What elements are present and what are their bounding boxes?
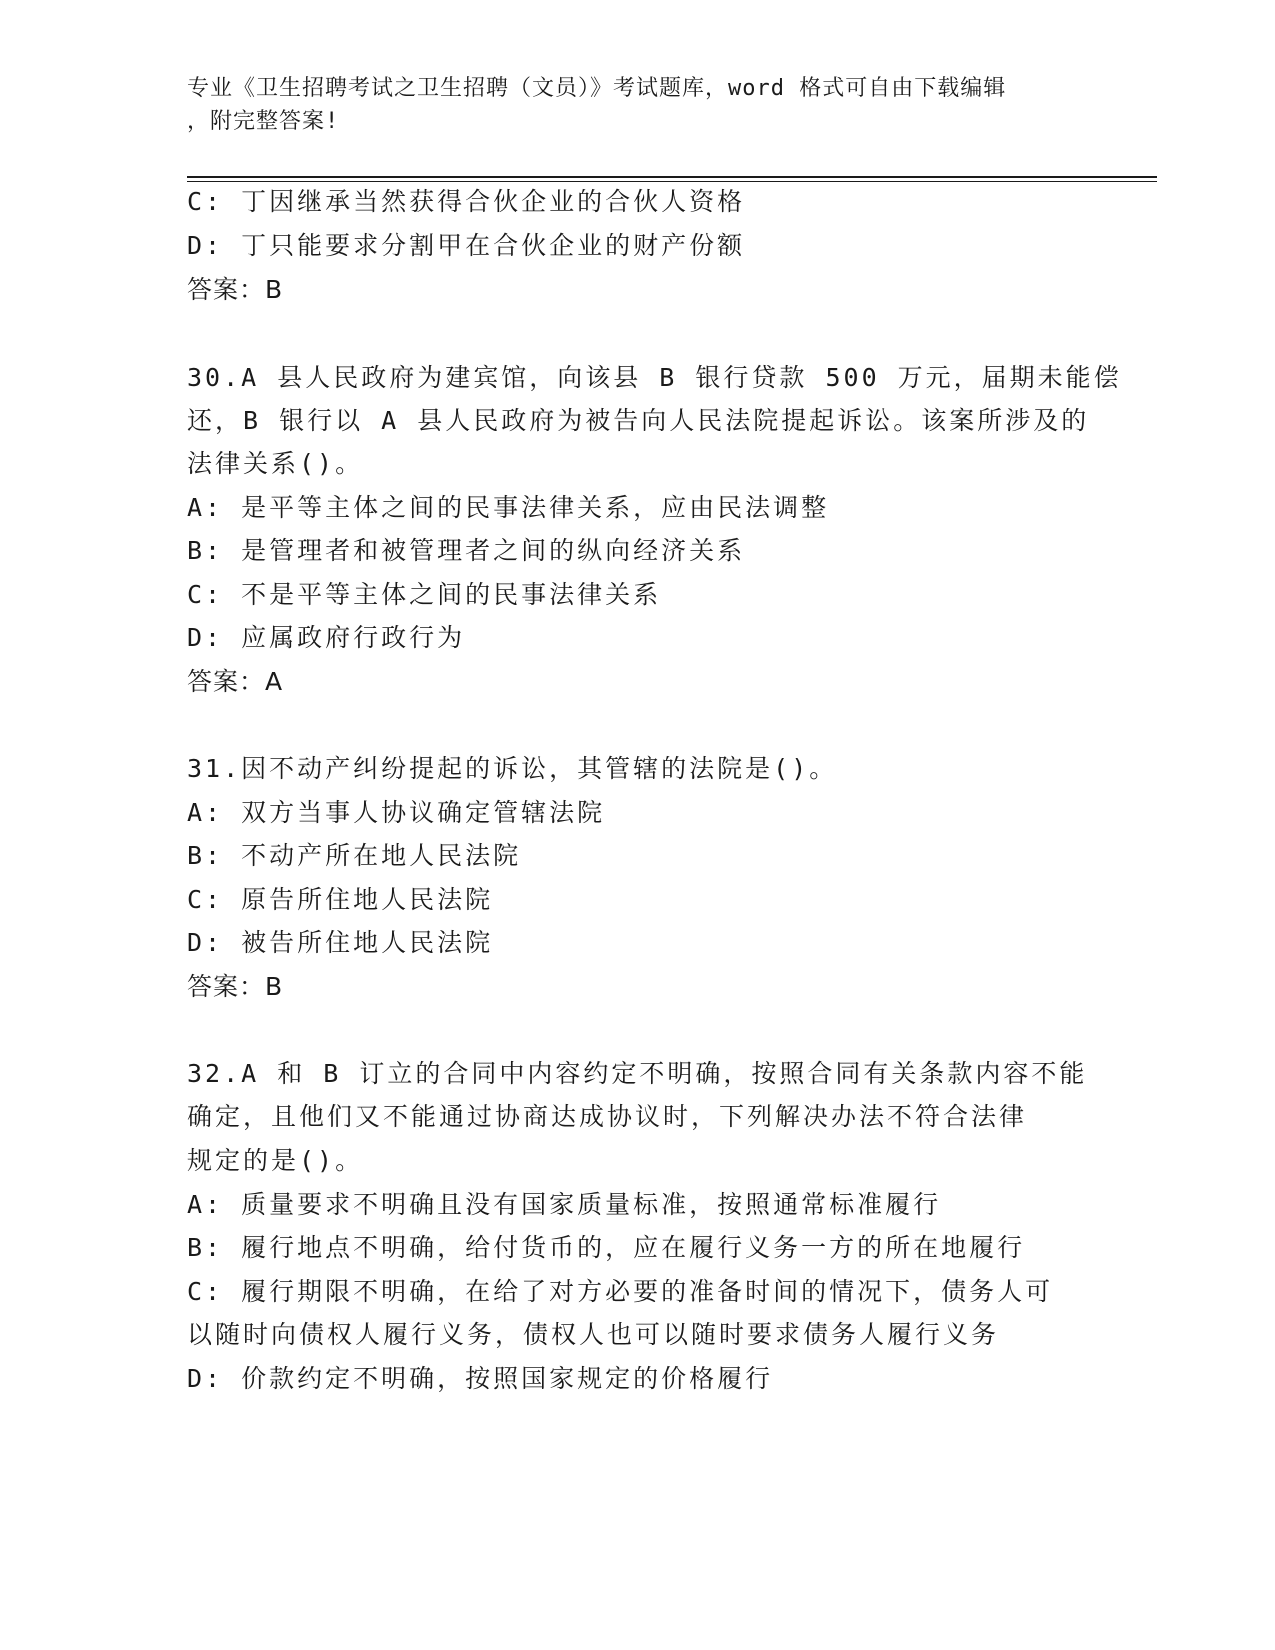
header-divider (187, 176, 1157, 182)
q31-stem-line-1: 31.因不动产纠纷提起的诉讼，其管辖的法院是()。 (187, 754, 838, 783)
q31-answer: 答案：B (187, 972, 284, 1001)
q32-option-d: D: 价款约定不明确，按照国家规定的价格履行 (187, 1364, 774, 1393)
q29-answer: 答案：B (187, 275, 284, 304)
q32-option-c-line-2: 以随时向债权人履行义务，债权人也可以随时要求债务人履行义务 (187, 1320, 1000, 1349)
q31-option-d: D: 被告所住地人民法院 (187, 928, 494, 957)
header-line-2: ，附完整答案! (187, 109, 340, 134)
q29-option-d: D: 丁只能要求分割甲在合伙企业的财产份额 (187, 231, 746, 260)
document-page (187, 0, 1157, 1650)
q31-option-a: A: 双方当事人协议确定管辖法院 (187, 798, 606, 827)
q30-option-c: C: 不是平等主体之间的民事法律关系 (187, 580, 662, 609)
q30-stem-line-1: 30.A 县人民政府为建宾馆，向该县 B 银行贷款 500 万元，届期未能偿 (187, 363, 1122, 392)
q32-option-c-line-1: C: 履行期限不明确，在给了对方必要的准备时间的情况下，债务人可 (187, 1277, 1054, 1306)
q32-option-a: A: 质量要求不明确且没有国家质量标准，按照通常标准履行 (187, 1190, 942, 1219)
header-line-1: 专业《卫生招聘考试之卫生招聘（文员）》考试题库，word 格式可自由下载编辑 (187, 76, 1007, 101)
q30-option-a: A: 是平等主体之间的民事法律关系，应由民法调整 (187, 493, 830, 522)
q30-stem-line-2: 还，B 银行以 A 县人民政府为被告向人民法院提起诉讼。该案所涉及的 (187, 406, 1090, 435)
q32-stem-line-3: 规定的是()。 (187, 1146, 364, 1175)
q30-stem-line-3: 法律关系()。 (187, 449, 364, 478)
q30-option-d: D: 应属政府行政行为 (187, 623, 466, 652)
document-header (187, 72, 1087, 138)
q32-option-b: B: 履行地点不明确，给付货币的，应在履行义务一方的所在地履行 (187, 1233, 1026, 1262)
q32-stem-line-2: 确定，且他们又不能通过协商达成协议时，下列解决办法不符合法律 (187, 1102, 1028, 1131)
q30-option-b: B: 是管理者和被管理者之间的纵向经济关系 (187, 536, 746, 565)
q31-option-b: B: 不动产所在地人民法院 (187, 841, 522, 870)
q29-option-c: C: 丁因继承当然获得合伙企业的合伙人资格 (187, 187, 746, 216)
q30-answer: 答案：A (187, 667, 284, 696)
q31-option-c: C: 原告所住地人民法院 (187, 885, 494, 914)
q32-stem-line-1: 32.A 和 B 订立的合同中内容约定不明确，按照合同有关条款内容不能 (187, 1059, 1088, 1088)
